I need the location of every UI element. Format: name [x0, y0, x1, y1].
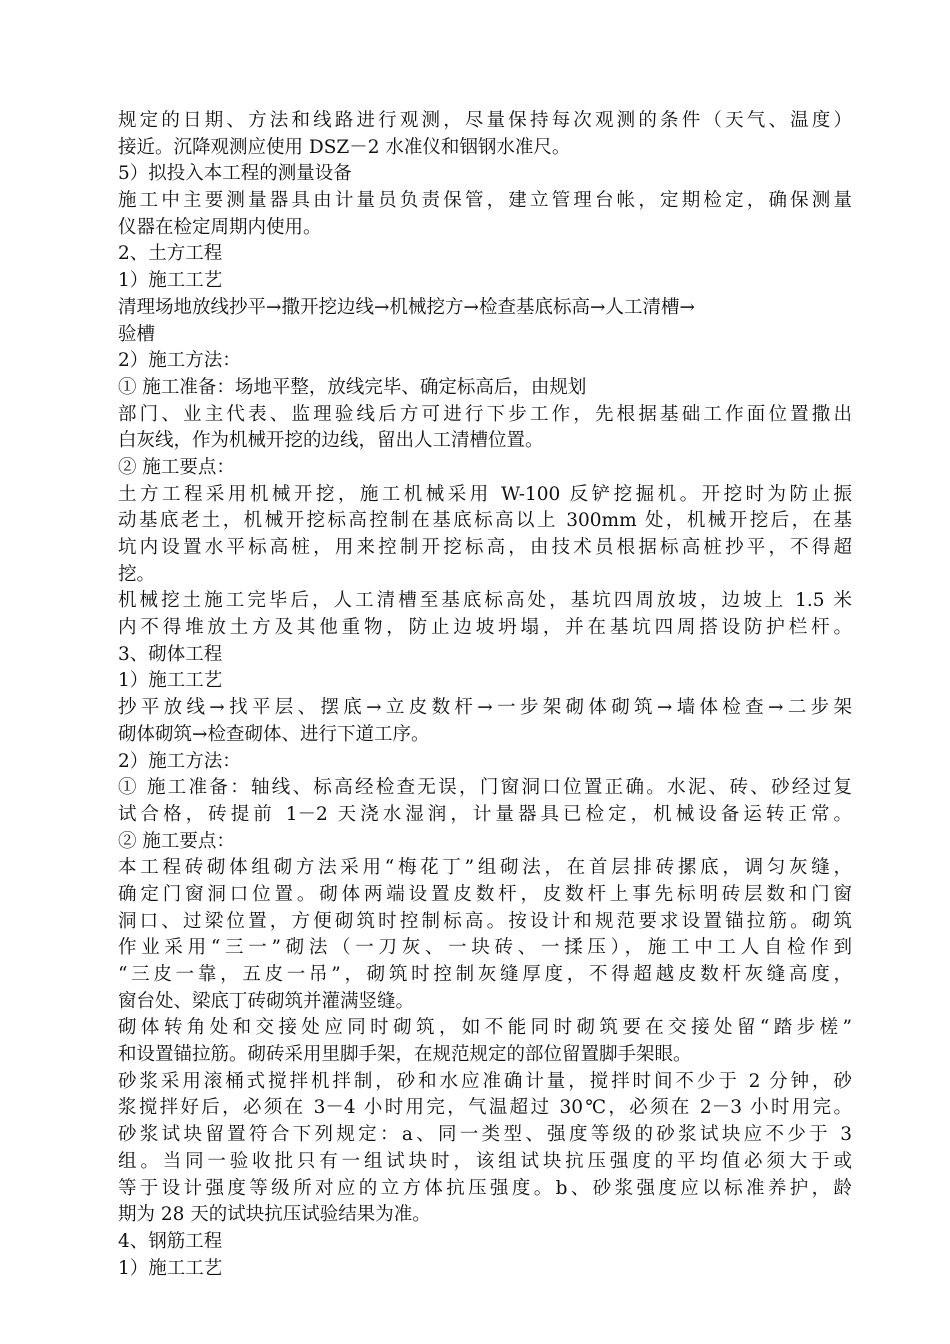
text-line: 抄平放线→找平层、摆底→立皮数杆→一步架砌体砌筑→墙体检查→二步架	[118, 697, 852, 719]
text-line: 确定门窗洞口位置。砌体两端设置皮数杆，皮数杆上事先标明砖层数和门窗	[118, 883, 852, 905]
text-line: 3、砌体工程	[118, 643, 223, 665]
text-line: 等于设计强度等级所对应的立方体抗压强度。b、砂浆强度应以标准养护，龄	[118, 1177, 852, 1199]
text-line: ① 施工准备：轴线、标高经检查无误，门窗洞口位置正确。水泥、砖、砂经过复	[118, 777, 852, 799]
text-line: 本工程砖砌体组砌方法采用“梅花丁”组砌法，在首层排砖摞底，调匀灰缝，	[118, 857, 852, 879]
text-line: ① 施工准备：场地平整，放线完毕、确定标高后，由规划	[118, 376, 587, 398]
text-line: 砌体转角处和交接处应同时砌筑，如不能同时砌筑要在交接处留“踏步槎”	[118, 1017, 852, 1039]
text-line: 砂浆采用滚桶式搅拌机拌制，砂和水应准确计量，搅拌时间不少于 2 分钟，砂	[118, 1070, 852, 1092]
text-line: 接近。沉降观测应使用 DSZ－2 水准仪和铟钢水准尺。	[118, 136, 571, 158]
text-line: 内不得堆放土方及其他重物，防止边坡坍塌，并在基坑四周搭设防护栏杆。	[118, 617, 852, 639]
text-line: 2）施工方法：	[118, 350, 241, 372]
text-line: “三皮一靠，五皮一吊”，砌筑时控制灰缝厚度，不得超越皮数杆灰缝高度，	[118, 964, 852, 985]
text-line: 砂浆试块留置符合下列规定：a、同一类型、强度等级的砂浆试块应不少于 3	[118, 1124, 852, 1146]
document-body	[118, 108, 852, 1282]
text-line: 和设置锚拉筋。砌砖采用里脚手架，在规范规定的部位留置脚手架眼。	[118, 1044, 692, 1066]
text-line: 施工中主要测量器具由计量员负责保管，建立管理台帐，定期检定，确保测量	[118, 190, 852, 212]
text-line: ② 施工要点：	[118, 830, 235, 852]
text-line: 坑内设置水平标高桩，用来控制开挖标高，由技术员根据标高桩抄平，不得超	[118, 537, 852, 558]
text-line: 白灰线，作为机械开挖的边线，留出人工清槽位置。	[118, 430, 544, 452]
text-line: 窗台处、梁底丁砖砌筑并灌满竖缝。	[118, 990, 415, 1012]
text-line: 1）施工工艺	[118, 670, 223, 692]
text-line: 动基底老土，机械开挖标高控制在基底标高以上 300mm 处，机械开挖后，在基	[118, 510, 852, 532]
text-line: ② 施工要点：	[118, 456, 235, 478]
text-line: 1）施工工艺	[118, 270, 223, 292]
text-line: 清理场地放线抄平→撒开挖边线→机械挖方→检查基底标高→人工清槽→	[118, 296, 696, 318]
text-line: 挖。	[118, 563, 156, 585]
text-line: 4、钢筋工程	[118, 1230, 223, 1252]
text-line: 5）拟投入本工程的测量设备	[118, 163, 352, 185]
text-line: 土方工程采用机械开挖，施工机械采用 W-100 反铲挖掘机。开挖时为防止振	[118, 483, 852, 505]
text-line: 2、土方工程	[118, 243, 223, 265]
text-line: 2）施工方法：	[118, 750, 241, 772]
text-line: 机械挖土施工完毕后，人工清槽至基底标高处，基坑四周放坡，边坡上 1.5 米	[118, 590, 852, 612]
text-line: 砌体砌筑→检查砌体、进行下道工序。	[118, 723, 430, 745]
text-line: 期为 28 天的试块抗压试验结果为准。	[118, 1204, 431, 1226]
text-line: 规定的日期、方法和线路进行观测，尽量保持每次观测的条件（天气、温度）	[118, 110, 852, 131]
text-line: 验槽	[118, 323, 156, 345]
text-line: 部门、业主代表、监理验线后方可进行下步工作，先根据基础工作面位置撒出	[118, 403, 852, 425]
text-line: 作业采用“三一”砌法（一刀灰、一块砖、一揉压），施工中工人自检作到	[118, 937, 852, 959]
text-line: 仪器在检定周期内使用。	[118, 216, 322, 238]
text-line: 洞口、过梁位置，方便砌筑时控制标高。按设计和规范要求设置锚拉筋。砌筑	[118, 910, 852, 932]
text-line: 组。当同一验收批只有一组试块时，该组试块抗压强度的平均值必须大于或	[118, 1150, 852, 1172]
text-line: 浆搅拌好后，必须在 3－4 小时用完，气温超过 30℃，必须在 2－3 小时用完。	[118, 1097, 852, 1119]
text-line: 试合格，砖提前 1－2 天浇水湿润，计量器具已检定，机械设备运转正常。	[118, 803, 852, 825]
text-line: 1）施工工艺	[118, 1257, 223, 1279]
